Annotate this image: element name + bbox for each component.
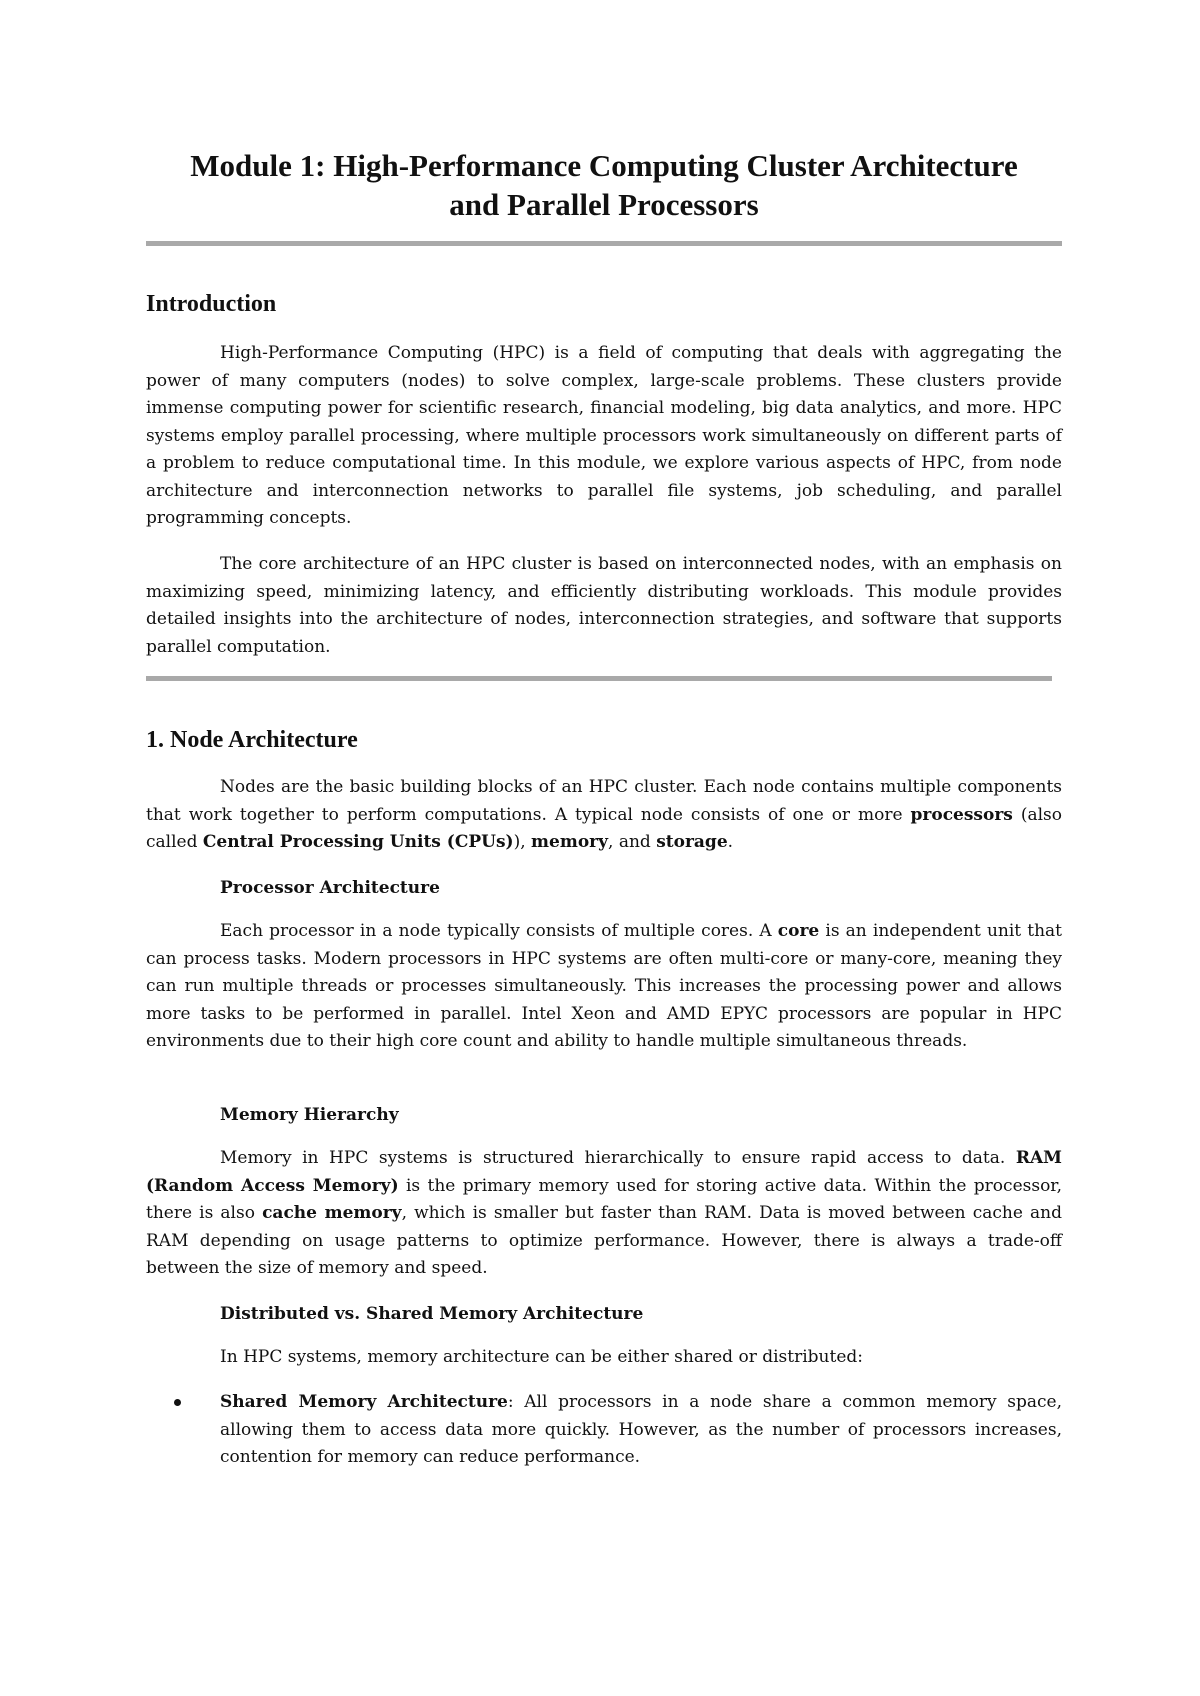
text-run: . <box>727 832 734 852</box>
bold-term-cache-memory: cache memory <box>262 1203 402 1223</box>
processor-architecture-paragraph <box>146 918 1062 1056</box>
text-run: is the primary memory used for storing active data. Within the processor, there is also <box>146 1175 1062 1223</box>
text-run: : All processors in a node share a common memory space, allowing them to access data more quickly. However, as the number of processors increases, contention for memory can reduce performance. <box>220 1392 1063 1467</box>
bold-term-core: core <box>777 921 820 941</box>
introduction-heading: Introduction <box>146 291 277 317</box>
title-line-1: Module 1: High-Performance Computing Cluster Architecture <box>190 148 1018 183</box>
bold-term-cpus: Central Processing Units (CPUs) <box>202 832 514 852</box>
bold-term-processors: processors <box>910 804 1013 825</box>
text-run: ), <box>513 832 532 852</box>
memory-architecture-intro: In HPC systems, memory architecture can be either shared or distributed: <box>220 1347 864 1367</box>
bullet-icon <box>174 1399 181 1406</box>
text-run: (also called <box>146 804 1062 852</box>
section-divider <box>146 676 1052 681</box>
bold-term-memory: memory <box>531 832 609 852</box>
text-run: , which is smaller but faster than RAM. Data is moved between cache and RAM depending on usage patterns to optimize performance. However, there is always a trade-off between the size of memory and speed. <box>146 1203 1063 1278</box>
shared-memory-bullet-text <box>220 1389 1062 1472</box>
text-run: Nodes are the basic building blocks of an HPC cluster. Each node contains multiple components that work together to perform computations. A typical node consists of one or more <box>146 777 1062 825</box>
memory-hierarchy-heading: Memory Hierarchy <box>220 1105 399 1125</box>
title-divider <box>146 241 1062 246</box>
bold-term-storage: storage <box>656 832 728 852</box>
memory-hierarchy-paragraph <box>146 1145 1062 1283</box>
text-run: Memory in HPC systems is structured hierarchically to ensure rapid access to data. <box>220 1148 1016 1168</box>
processor-architecture-heading: Processor Architecture <box>220 878 440 898</box>
title-line-2: and Parallel Processors <box>449 187 759 222</box>
bold-term-shared-memory: Shared Memory Architecture <box>220 1392 508 1412</box>
node-architecture-heading: 1. Node Architecture <box>146 727 358 753</box>
text-run: is an independent unit that can process tasks. Modern processors in HPC systems are often multi-core or many-core, meaning they can run multiple threads or processes simultaneously. This increases the processing power and allows more tasks to be performed in parallel. Intel Xeon and AMD EPYC processors are popular in HPC environments due to their high core count and ability to handle multiple simultaneous threads. <box>146 921 1062 1051</box>
distributed-shared-heading: Distributed vs. Shared Memory Architecture <box>220 1304 644 1324</box>
intro-paragraph-1: High-Performance Computing (HPC) is a field of computing that deals with aggregating the power of many computers (nodes) to solve complex, large-scale problems. These clusters provide immense computing power for scientific research, financial modeling, big data analytics, and more. HPC systems employ parallel processing, where multiple processors work simultaneously on different parts of a problem to reduce computational time. In this module, we explore various aspects of HPC, from node architecture and interconnection networks to parallel file systems, job scheduling, and parallel programming concepts. <box>146 343 1062 528</box>
text-run: Each processor in a node typically consists of multiple cores. A <box>220 921 778 941</box>
intro-paragraph-2: The core architecture of an HPC cluster is based on interconnected nodes, with an emphasis on maximizing speed, minimizing latency, and efficiently distributing workloads. This module provides detailed insights into the architecture of nodes, interconnection strategies, and software that supports parallel computation. <box>146 554 1062 657</box>
text-run: , and <box>608 832 657 852</box>
node-architecture-paragraph <box>146 774 1062 857</box>
bold-term-ram: RAM (Random Access Memory) <box>146 1148 1062 1196</box>
page-title <box>146 146 1062 224</box>
